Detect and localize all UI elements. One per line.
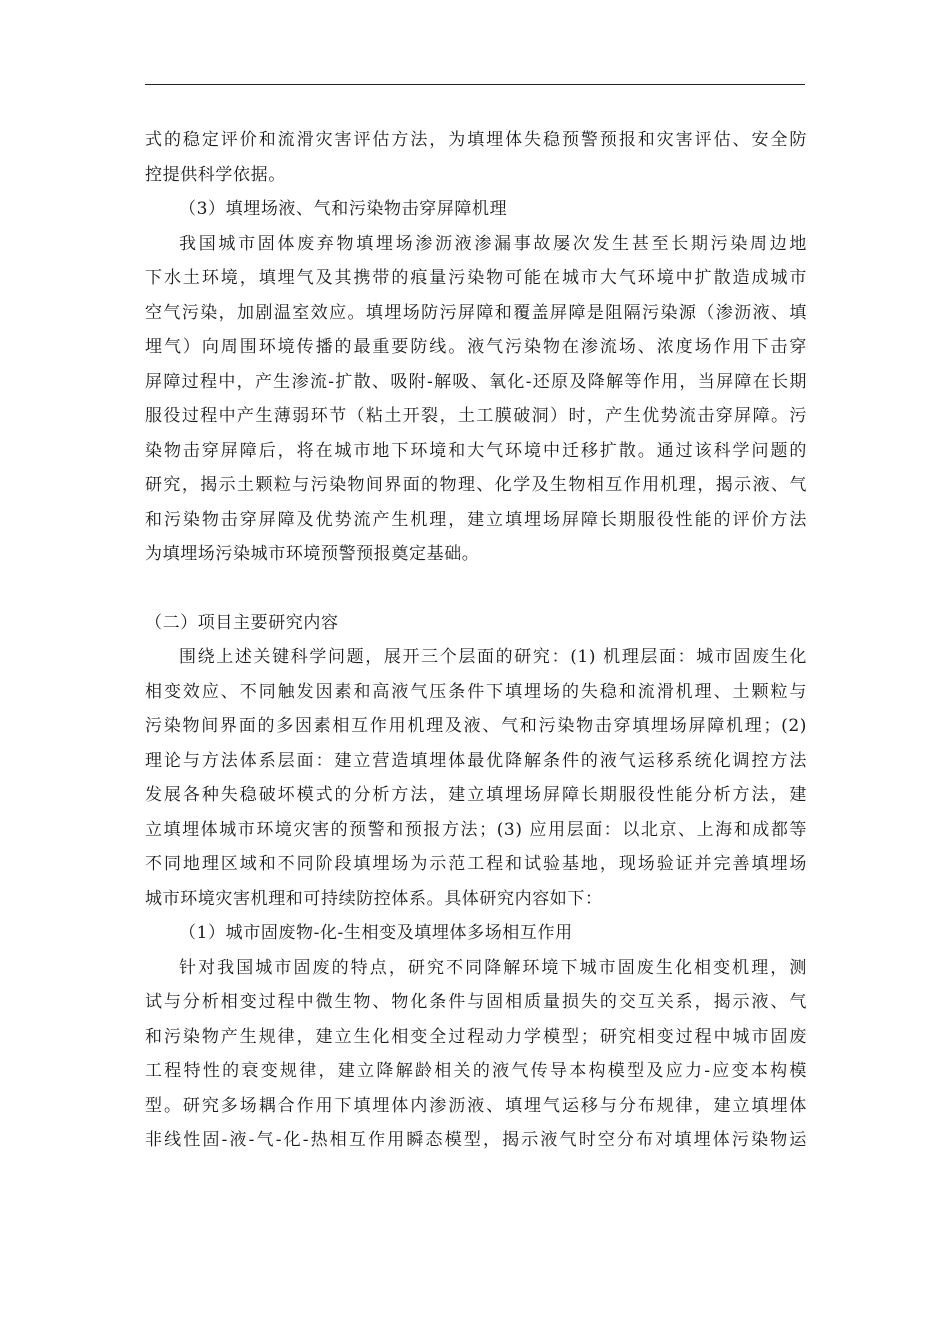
paragraph-research-overview [145, 640, 807, 916]
text-line: 研究，揭示土颗粒与污染物间界面的物理、化学及生物相互作用机理，揭示液、气 [145, 475, 807, 495]
text-line: 为填埋场污染城市环境预警预报奠定基础。 [145, 544, 480, 564]
text-line: 式的稳定评价和流滑灾害评估方法，为填埋体失稳预警预报和灾害评估、安全防 [145, 130, 807, 150]
paragraph-phase-change [145, 951, 807, 1158]
text-line: 空气污染，加剧温室效应。填埋场防污屏障和覆盖屏障是阻隔污染源（渗沥液、填 [145, 302, 807, 323]
text-line: 工程特性的衰变规律，建立降解龄相关的液气传导本构模型及应力-应变本构模 [145, 1061, 807, 1081]
text-line: 理论与方法体系层面：建立营造填埋体最优降解条件的液气运移系统化调控方法 [145, 750, 807, 771]
text-line: 服役过程中产生薄弱环节（粘土开裂，土工膜破洞）时，产生优势流击穿屏障。污 [145, 406, 807, 426]
subheading-1: （1）城市固废物-化-生相变及填埋体多场相互作用 [179, 923, 573, 943]
text-line: 城市环境灾害机理和可持续防控体系。具体研究内容如下： [145, 888, 603, 909]
text-line: 发展各种失稳破坏模式的分析方法，建立填埋场屏障长期服役性能分析方法，建 [145, 785, 807, 805]
text-line: 污染物间界面的多因素相互作用机理及液、气和污染物击穿填埋场屏障机理；(2) [145, 716, 807, 736]
text-line: 埋气）向周围环境传播的最重要防线。液气污染物在渗流场、浓度场作用下击穿 [145, 337, 807, 357]
text-line: 围绕上述关键科学问题，展开三个层面的研究：(1) 机理层面：城市固废生化 [179, 647, 807, 667]
paragraph-barrier-mechanism [145, 227, 807, 572]
text-line: 型。研究多场耦合作用下填埋体内渗沥液、填埋气运移与分布规律，建立填埋体 [145, 1095, 807, 1116]
text-line: 染物击穿屏障后，将在城市地下环境和大气环境中迁移扩散。通过该科学问题的 [145, 440, 807, 461]
text-line: 和污染物击穿屏障及优势流产生机理，建立填埋场屏障长期服役性能的评价方法 [145, 509, 807, 530]
paragraph-gap [145, 572, 807, 606]
text-line: 非线性固-液-气-化-热相互作用瞬态模型，揭示液气时空分布对填埋体污染物运 [145, 1130, 807, 1150]
text-line: 屏障过程中，产生渗流-扩散、吸附-解吸、氧化-还原及降解等作用，当屏障在长期 [145, 371, 807, 392]
text-line: 不同地理区域和不同阶段填埋场为示范工程和试验基地，现场验证并完善填埋场 [145, 854, 807, 874]
text-line: 立填埋体城市环境灾害的预警和预报方法；(3) 应用层面：以北京、上海和成都等 [145, 819, 807, 840]
section-heading: （二）项目主要研究内容 [145, 612, 339, 633]
subheading-3: （3）填埋场液、气和污染物击穿屏障机理 [179, 199, 508, 219]
document-body [145, 123, 807, 1158]
text-line: 我国城市固体废弃物填埋场渗沥液渗漏事故屡次发生甚至长期污染周边地 [179, 233, 807, 254]
text-line: 试与分析相变过程中微生物、物化条件与固相质量损失的交互关系，揭示液、气 [145, 992, 807, 1012]
text-line: 和污染物产生规律，建立生化相变全过程动力学模型；研究相变过程中城市固废 [145, 1026, 807, 1047]
text-line: 控提供科学依据。 [145, 164, 286, 185]
text-line: 相变效应、不同触发因素和高液气压条件下填埋场的失稳和流滑机理、土颗粒与 [145, 681, 807, 702]
header-rule [145, 84, 805, 85]
paragraph-continued [145, 123, 807, 192]
text-line: 下水土环境，填埋气及其携带的痕量污染物可能在城市大气环境中扩散造成城市 [145, 268, 807, 288]
text-line: 针对我国城市固废的特点，研究不同降解环境下城市固废生化相变机理，测 [179, 957, 807, 978]
